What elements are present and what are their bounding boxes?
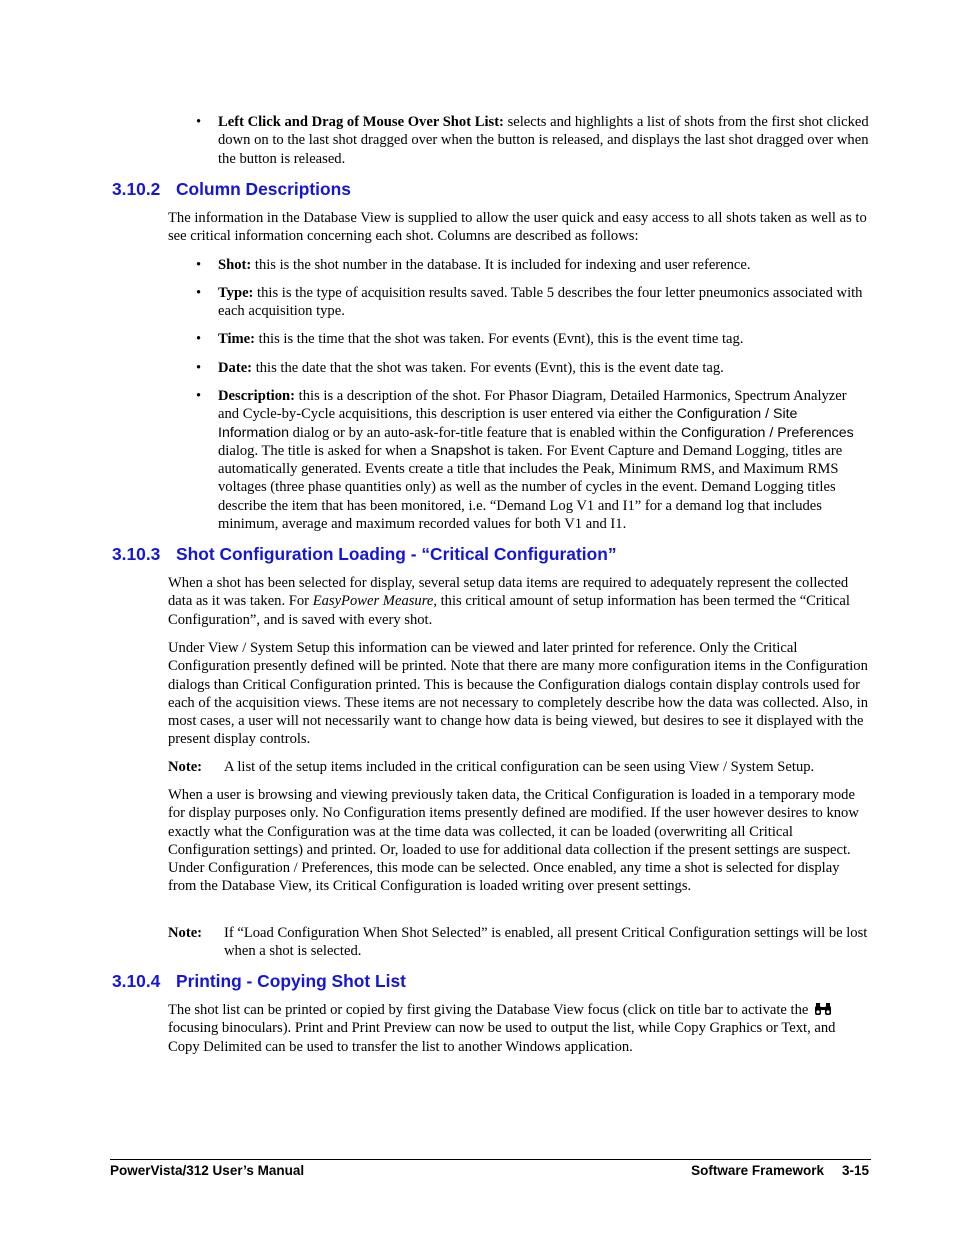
section-title: Column Descriptions	[176, 179, 351, 199]
footer-section: Software Framework	[691, 1163, 824, 1178]
section-heading-3-10-3	[112, 544, 617, 564]
paragraph: The information in the Database View is supplied to allow the user quick and easy access to all shots taken as well as to see critical information concerning each shot. Columns are described as follows:	[168, 210, 867, 245]
note	[168, 758, 868, 776]
bullet-text: dialog or by an auto-ask-for-title feature that is enabled within the	[288, 424, 681, 441]
bullet-label: Shot:	[218, 257, 252, 273]
bullet-label: Left Click and Drag of Mouse Over Shot List:	[218, 114, 504, 130]
menu-path: Configuration / Site Information	[218, 406, 798, 441]
section-number: 3.10.2	[112, 179, 161, 199]
list-item	[218, 330, 870, 348]
bullet-label: Date:	[218, 360, 253, 376]
paragraph	[168, 1001, 868, 1056]
list-item	[218, 256, 870, 274]
bullet-text: dialog. The title is asked for when a	[218, 442, 431, 459]
note-label: Note:	[168, 759, 203, 775]
section-heading-3-10-4	[112, 971, 406, 991]
footer-right	[691, 1162, 869, 1180]
list-item	[218, 284, 870, 321]
bullet-text: this is the time that the shot was taken. For events (Evnt), this is the event time tag.	[255, 331, 744, 347]
bullet-text: this is the shot number in the database. It is included for indexing and user reference.	[251, 257, 751, 273]
bullet-text: selects and highlights a list of shots from the first shot clicked down on to the last shot dragged over when the button is released, and displays the last shot dragged over when the button is released.	[218, 114, 869, 167]
list-item	[218, 359, 870, 377]
bullet-label: Time:	[218, 331, 256, 347]
footer-manual-title: PowerVista/312 User’s Manual	[110, 1163, 305, 1178]
section-number: 3.10.4	[112, 971, 161, 991]
bullet-label: Type:	[218, 285, 254, 301]
menu-path: Snapshot	[430, 442, 491, 459]
paragraph: Under View / System Setup this information can be viewed and later printed for reference. Only the Critical Configuration presently defined will be printed. Note that there are many more configuration items in the Configuration dialogs than Critical Configuration printed. This is because the Configuration dialogs contain display controls used for each of the acquisition views. These items are not necessary to completely describe how the data was collected. Also, in most cases, a user will not necessarily want to change how data is being viewed, but desires to see it displayed with the present display controls.	[168, 640, 869, 748]
note-label: Note:	[168, 925, 203, 941]
list-item	[218, 387, 870, 533]
menu-path: Configuration / Preferences	[680, 424, 854, 441]
bullet-text: is taken. For Event Capture and Demand Logging, titles are automatically generated. Events create a title that includes the Peak, Minimum RMS, and Maximum RMS voltages (three phase quantities only) as well as the number of cycles in the event. Demand Logging titles describe the item that has been monitored, i.e. “Demand Log V1 and I1” for a demand log that includes minimum, average and maximum recorded values for both V1 and I1.	[218, 442, 843, 533]
product-name: EasyPower Measure	[312, 593, 434, 610]
paragraph-text: , this critical amount of setup information has been termed the “Critical Configuration”, and is saved with every shot.	[168, 593, 850, 628]
bullet-text: this the date that the shot was taken. For events (Evnt), this is the event date tag.	[252, 360, 724, 376]
paragraph-text: focusing binoculars). Print and Print Preview can now be used to output the list, while Copy Graphics or Text, and Copy Delimited can be used to transfer the list to another Windows application.	[168, 1020, 836, 1055]
binoculars-icon	[814, 1002, 832, 1016]
section-title: Shot Configuration Loading - “Critical Configuration”	[176, 544, 617, 564]
list-item	[218, 113, 870, 168]
note-text: If “Load Configuration When Shot Selected” is enabled, all present Critical Configuration settings will be lost when a shot is selected.	[224, 925, 868, 960]
bullet-text: this is a description of the shot. For Phasor Diagram, Detailed Harmonics, Spectrum Analyzer and Cycle-by-Cycle acquisitions, this description is user entered via either the	[218, 388, 847, 423]
paragraph-text: The shot list can be printed or copied by first giving the Database View focus (click on title bar to activate the	[168, 1002, 813, 1018]
footer-divider	[110, 1159, 871, 1160]
bullet-text: this is the type of acquisition results saved. Table 5 describes the four letter pneumonics associated with each acquisition type.	[218, 285, 863, 320]
section-number: 3.10.3	[112, 544, 161, 564]
paragraph: When a user is browsing and viewing previously taken data, the Critical Configuration is loaded in a temporary mode for display purposes only. No Configuration items presently defined are modified. If the user however desires to know exactly what the Configuration was at the time data was collected, it can be loaded (overwriting all Critical Configuration settings) and printed. Or, loaded to use for additional data collection if the present settings are suspect. Under Configuration / Preferences, this mode can be selected. Once enabled, any time a shot is selected for display from the Database View, its Critical Configuration is loaded writing over present settings.	[168, 787, 859, 895]
section-title: Printing - Copying Shot List	[176, 971, 406, 991]
paragraph	[168, 574, 868, 629]
note	[168, 924, 868, 961]
page-number: 3-15	[841, 1163, 869, 1178]
bullet-label: Description:	[218, 388, 296, 404]
note-text: A list of the setup items included in the critical configuration can be seen using View / System Setup.	[224, 759, 815, 775]
section-heading-3-10-2	[112, 179, 351, 199]
paragraph-text: When a shot has been selected for display, several setup data items are required to adequately represent the collected data as it was taken. For	[168, 575, 849, 610]
